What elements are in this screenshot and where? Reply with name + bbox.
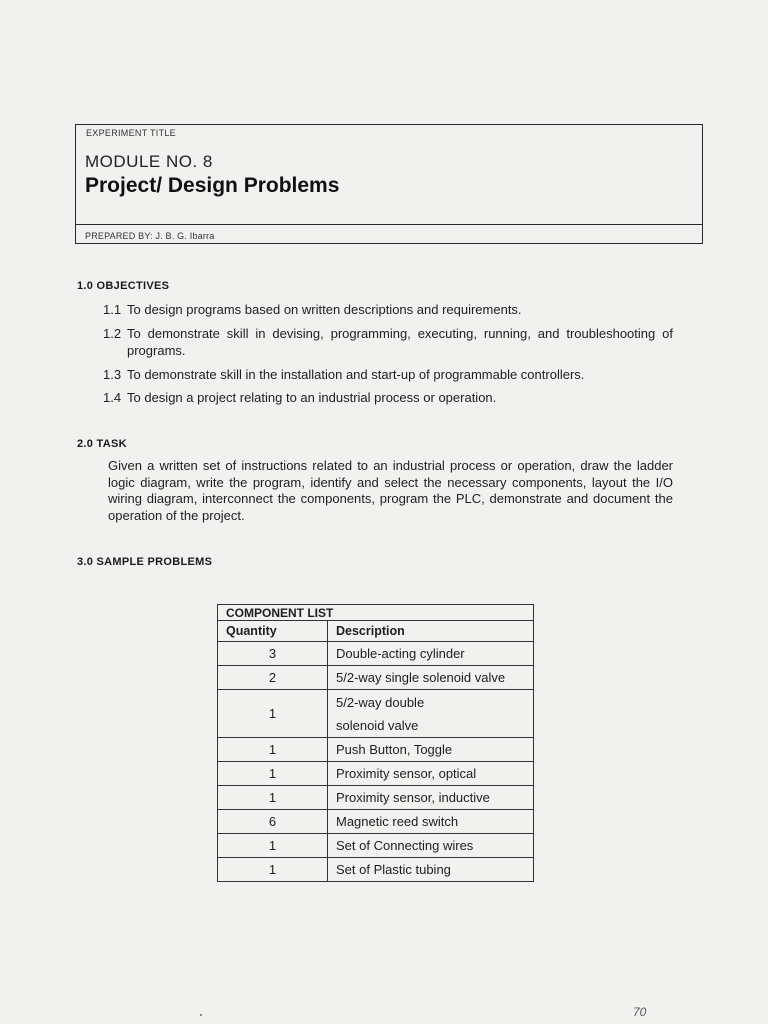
description-cell: Push Button, Toggle [328, 738, 534, 762]
objective-item [103, 389, 673, 406]
table-row [218, 738, 534, 762]
table-row [218, 762, 534, 786]
objective-item [103, 325, 673, 359]
description-cell: Set of Connecting wires [328, 834, 534, 858]
module-number: MODULE NO. 8 [85, 152, 213, 171]
sample-problems-heading: 3.0 SAMPLE PROBLEMS [77, 556, 213, 568]
header-divider [76, 224, 702, 225]
description-cell: 5/2-way single solenoid valve [328, 666, 534, 690]
objective-number: 1.1 [103, 302, 122, 317]
table-row [218, 786, 534, 810]
description-cell: Magnetic reed switch [328, 810, 534, 834]
objective-item [103, 301, 673, 318]
quantity-cell: 1 [218, 786, 328, 810]
objective-number: 1.4 [103, 390, 122, 405]
quantity-cell: 6 [218, 810, 328, 834]
description-cell: 5/2-way double solenoid valve [328, 690, 534, 738]
experiment-header-box [75, 124, 703, 244]
task-paragraph: Given a written set of instructions related to an industrial process or operation, draw the ladder logic diagram, write the program, identify and select the necessary components, layout the I/O wiring diagram, interconnect the components, program the PLC, demonstrate and document the operation of the project. [108, 458, 673, 523]
table-row [218, 642, 534, 666]
table-row [218, 690, 534, 738]
quantity-cell: 1 [218, 762, 328, 786]
table-row [218, 834, 534, 858]
quantity-cell: 1 [218, 858, 328, 882]
page-title: Project/ Design Problems [85, 174, 340, 197]
table-row [218, 858, 534, 882]
objective-item [103, 366, 673, 383]
component-list-table [217, 604, 534, 882]
prepared-by: PREPARED BY: J. B. G. Ibarra [85, 231, 215, 241]
table-title-row [218, 605, 534, 621]
objective-text: To design programs based on written descriptions and requirements. [127, 302, 522, 317]
table-title: COMPONENT LIST [218, 605, 534, 621]
page-number: 70 [633, 1005, 647, 1019]
description-cell: Proximity sensor, optical [328, 762, 534, 786]
objective-text: To demonstrate skill in devising, programming, executing, running, and troubleshooting of programs. [127, 326, 673, 358]
experiment-title-label: EXPERIMENT TITLE [86, 128, 176, 138]
objective-text: To design a project relating to an industrial process or operation. [127, 390, 497, 405]
objective-number: 1.3 [103, 367, 122, 382]
quantity-cell: 3 [218, 642, 328, 666]
quantity-cell: 1 [218, 690, 328, 738]
table-row [218, 810, 534, 834]
quantity-cell: 2 [218, 666, 328, 690]
objective-number: 1.2 [103, 326, 122, 341]
objectives-heading: 1.0 OBJECTIVES [77, 280, 170, 292]
objective-text: To demonstrate skill in the installation and start-up of programmable controllers. [127, 367, 585, 382]
description-cell: Set of Plastic tubing [328, 858, 534, 882]
scan-speck [200, 1014, 202, 1016]
task-heading: 2.0 TASK [77, 438, 127, 450]
table-row [218, 666, 534, 690]
table-header-row [218, 621, 534, 642]
quantity-header: Quantity [218, 621, 328, 642]
description-header: Description [328, 621, 534, 642]
quantity-cell: 1 [218, 834, 328, 858]
description-cell: Proximity sensor, inductive [328, 786, 534, 810]
description-cell: Double-acting cylinder [328, 642, 534, 666]
quantity-cell: 1 [218, 738, 328, 762]
